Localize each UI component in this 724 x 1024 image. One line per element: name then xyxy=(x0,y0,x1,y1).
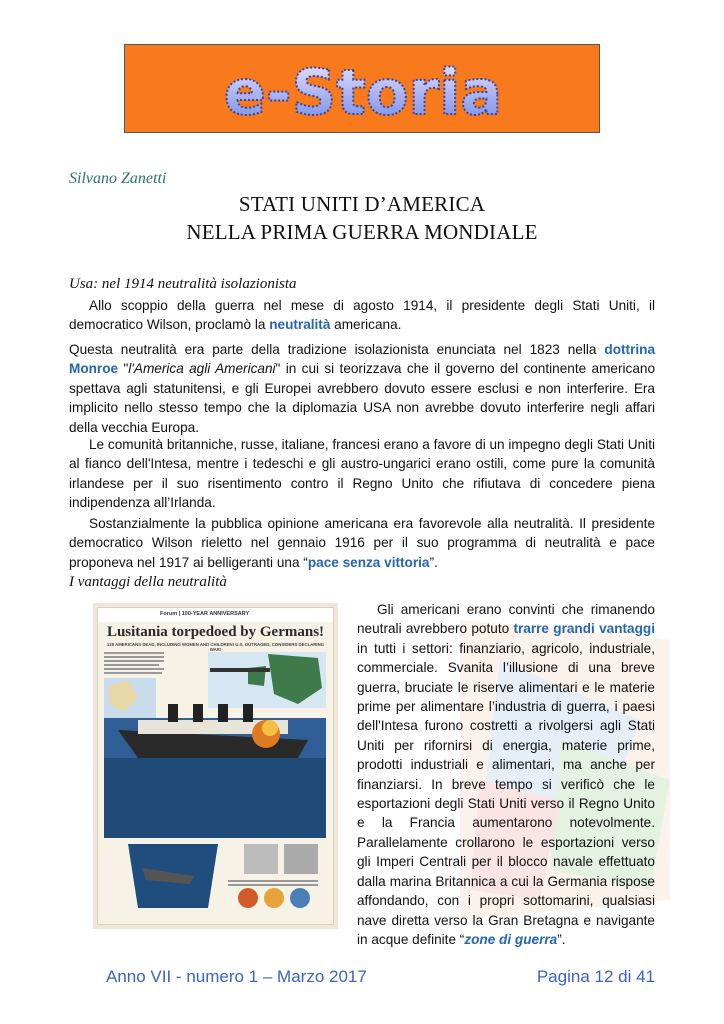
poster-kicker: Forum | 100-YEAR ANNIVERSARY xyxy=(160,611,250,617)
paragraph-4: Sostanzialmente la pubblica opinione americana era favorevole alla neutralità. Il presidente democratico Wilson rieletto nel gennaio 1916 per il suo programma di neutralità e pace proponeva nel 1917 ai belligeranti una “pace senza vittoria”. xyxy=(69,516,655,570)
highlight-neutralita: neutralità xyxy=(269,317,331,333)
highlight-trarre-grandi-vantaggi: trarre grandi vantaggi xyxy=(513,621,655,637)
section-heading-neutrality: Usa: nel 1914 neutralità isolazionista xyxy=(69,276,297,292)
paragraph-3: Le comunità britanniche, russe, italiane, francesi erano a favore di un impegno degli Stati Uniti al fianco dell'Intesa, mentre i tedeschi e gli austro-ungarici erano ostili, come pure la comunità irlandese per il suo risentimento contro il Regno Unito che rifiutava di concedere piena indipendenza all’Irlanda. xyxy=(69,437,655,511)
highlight-dottrina-monroe: dottrina Monroe xyxy=(69,342,655,377)
poster-illustration xyxy=(98,608,333,924)
paragraph-1: Allo scoppio della guerra nel mese di agosto 1914, il presidente degli Stati Uniti, il democratico Wilson, proclamò la neutralità americana. xyxy=(69,298,655,333)
section-heading-vantaggi: I vantaggi della neutralità xyxy=(69,574,227,590)
footer-issue: Anno VII - numero 1 – Marzo 2017 xyxy=(106,967,367,986)
paragraph-vantaggi: Gli americani erano convinti che rimanendo neutrali avrebbero potuto trarre grandi vantaggi in tutti i settori: finanziario, agricolo, industriale, commerciale. Svanita l’illusione di una breve guerra, bruciate le riserve alimentari e le materie prime per alimentare l’industria di guerra, i paesi dell'Intesa furono costretti a rivolgersi agli Stati Uniti per rifornirsi di energia, materie prime, prodotti industriali e alimentari, ma anche per finanziarsi. In breve tempo si verificò che le esportazioni degli Stati Uniti verso il Regno Unito e la Francia aumentarono notevolmente. Parallelamente crollarono le esportazioni verso gli Imperi Centrali per il blocco navale effettuato dalla marina Britannica a cui la Germania rispose affondando, con i propri sottomarini, qualsiasi nave diretta verso la Gran Bretagna e navigante in acque definite “zone di guerra”. xyxy=(357,602,655,947)
lusitania-poster-image xyxy=(97,607,334,925)
highlight-pace-senza-vittoria: pace senza vittoria xyxy=(307,554,430,570)
highlight-zone-di-guerra: zone di guerra xyxy=(464,931,558,947)
header-banner xyxy=(124,44,600,133)
footer-page-number: Pagina 12 di 41 xyxy=(536,967,655,986)
paragraph-2: Questa neutralità era parte della tradizione isolazionista enunciata nel 1823 nella dottrina Monroe "l'America agli Americani" in cui si teorizzava che il governo del continente americano spettava agli statunitensi, e gli Europei avrebbero dovuto essere esclusi e non interferire. Era implicito nello stesso tempo che la diplomazia USA non avrebbe dovuto interferire negli affari della vecchia Europa. xyxy=(69,342,656,435)
logo-e-storia xyxy=(125,45,601,134)
poster-subhead: 128 AMERICANS DEAD, INCLUDING WOMEN AND CHILDREN! U.S. OUTRAGED, CONSIDERS DECLARING WAR! xyxy=(106,642,325,652)
author-name: Silvano Zanetti xyxy=(69,170,167,187)
poster-headline: Lusitania torpedoed by Germans! xyxy=(106,624,325,640)
logo-text: e-Storia xyxy=(223,56,503,129)
article-title-line2: NELLA PRIMA GUERRA MONDIALE xyxy=(186,220,538,244)
article-title-line1: STATI UNITI D’AMERICA xyxy=(238,192,486,216)
